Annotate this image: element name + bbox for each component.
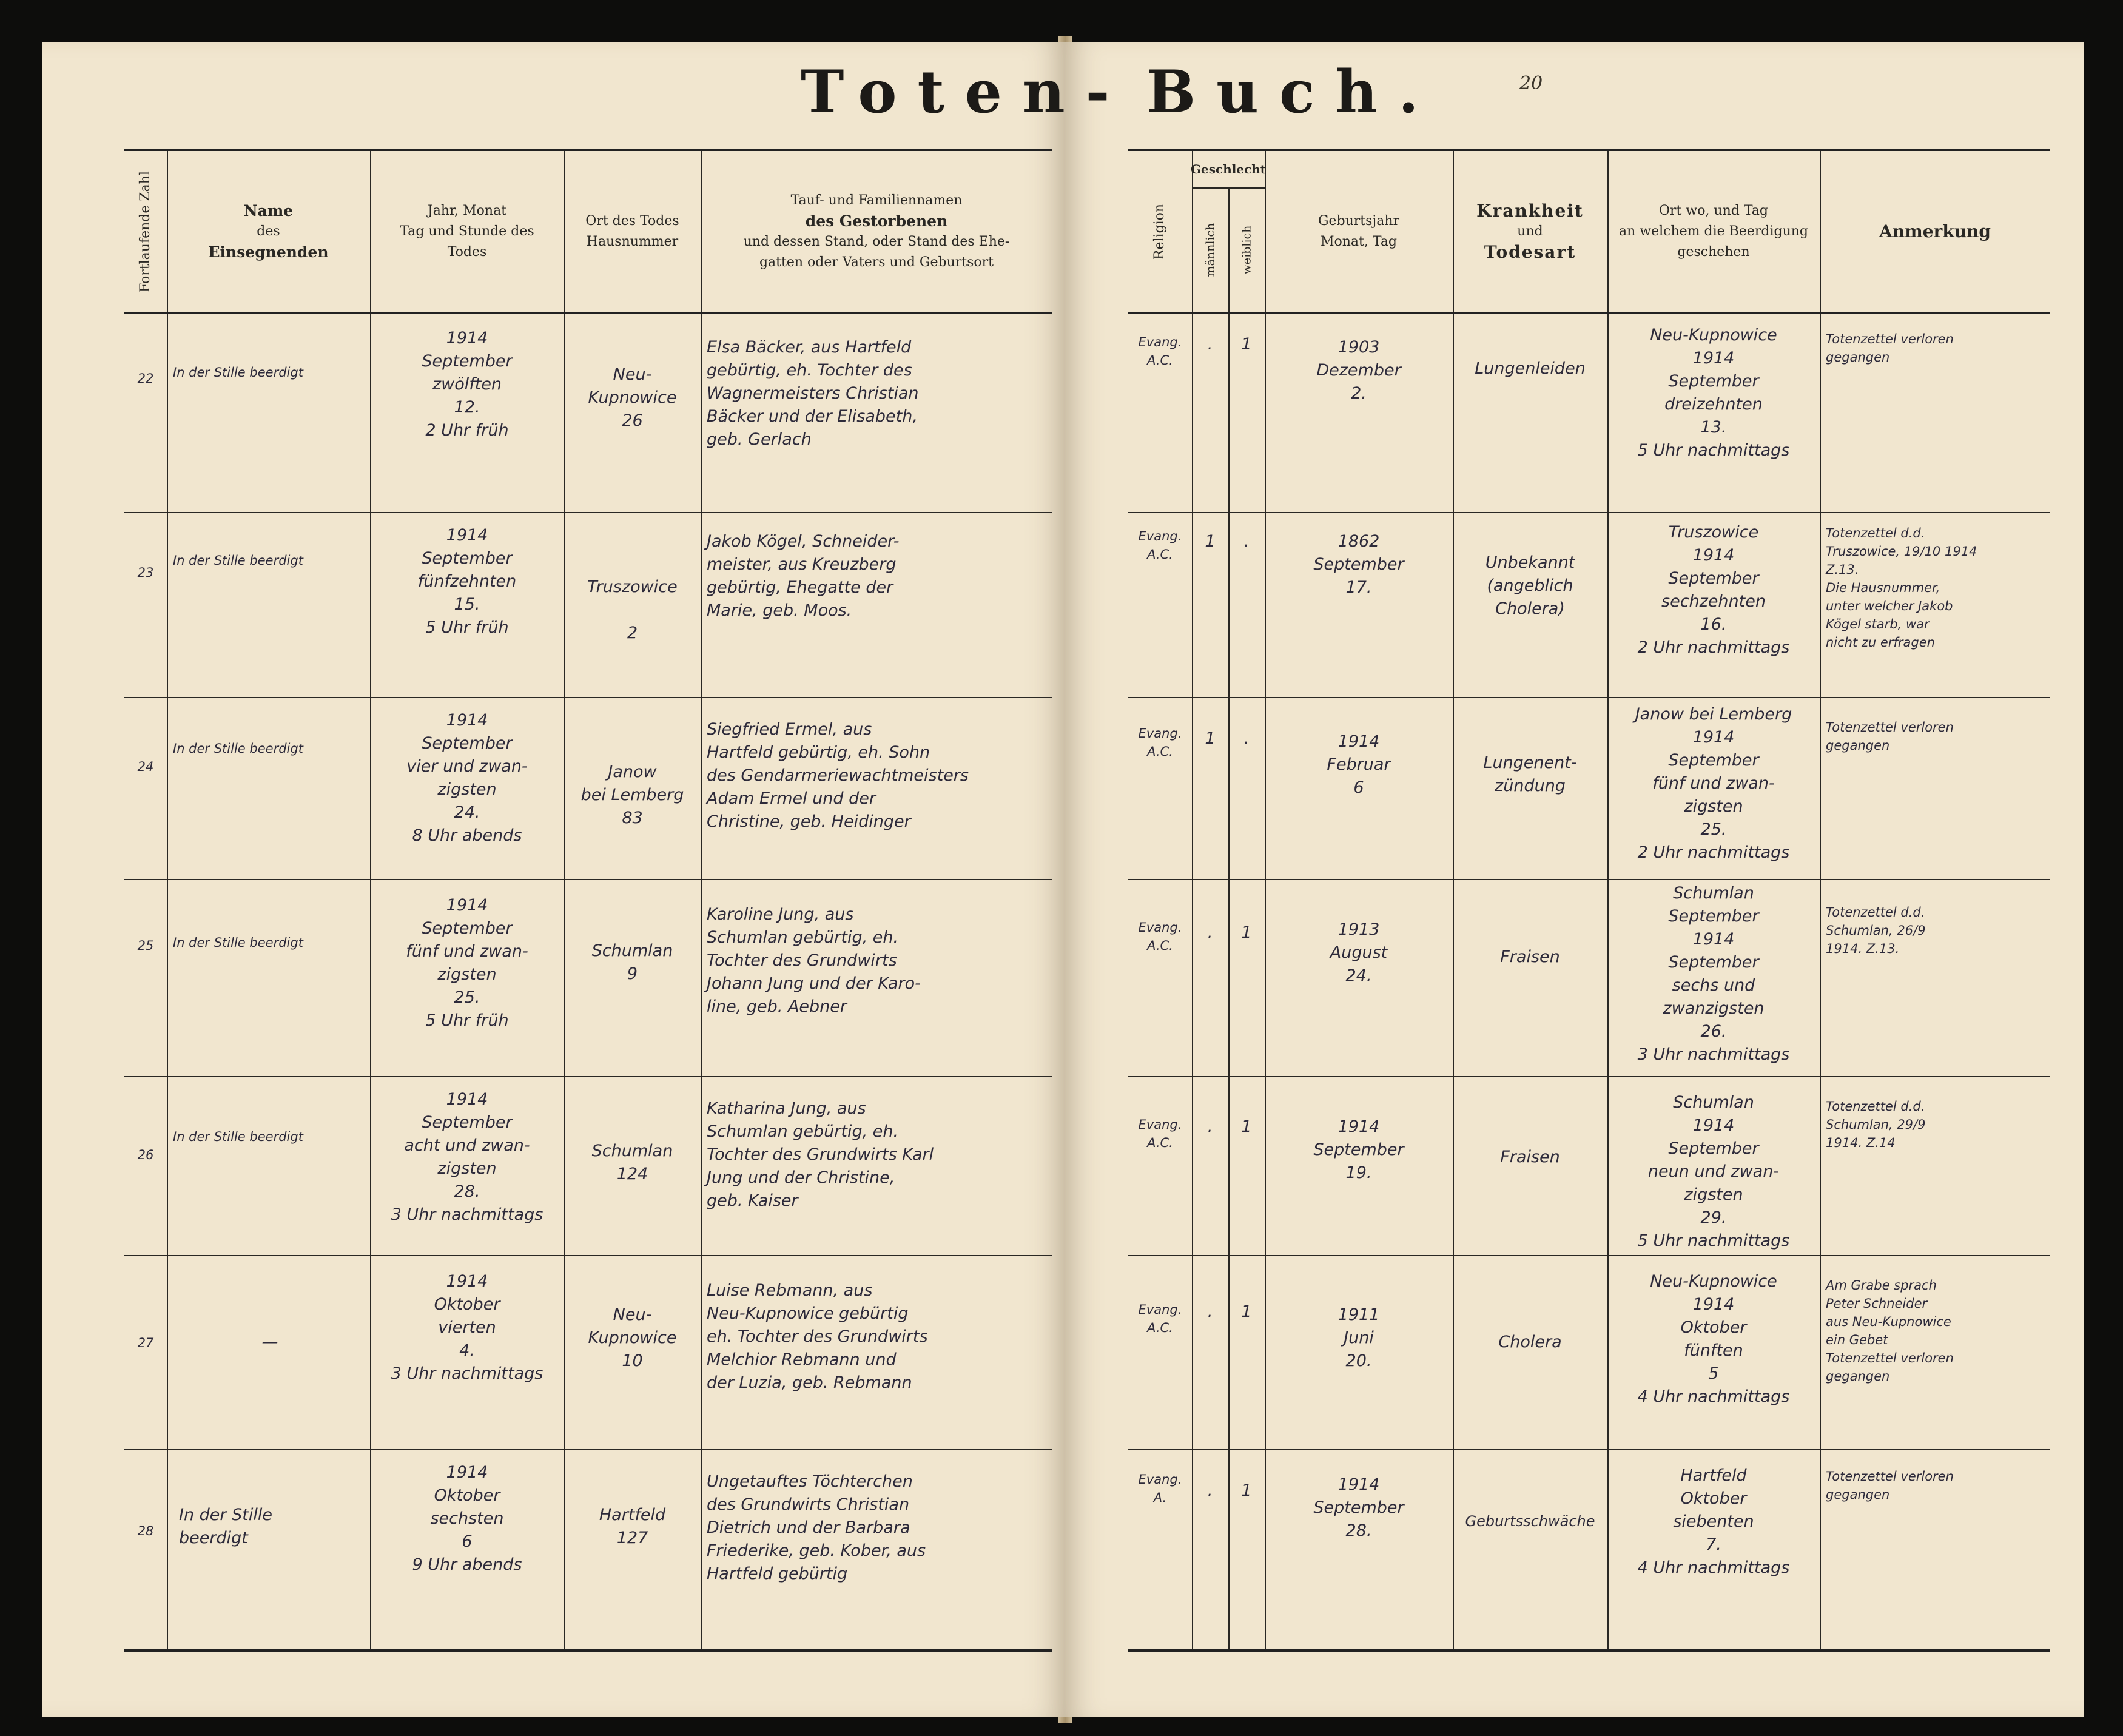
row-28-male: . <box>1207 1481 1213 1500</box>
row-23-name: In der Stille beerdigt <box>173 553 303 568</box>
row-27-date: 1914 Oktober vierten 4. 3 Uhr nachmittags <box>391 1272 543 1383</box>
row-22-deceased: Elsa Bäcker, aus Hartfeld gebürtig, eh. Tochter des Wagnermeisters Christian Bäcker und der Elisabeth, geb. Gerlach <box>707 338 919 449</box>
row-22-date: 1914 September zwölften 12. 2 Uhr früh <box>422 329 513 440</box>
row-26-religion: Evang. A.C. <box>1138 1117 1182 1150</box>
row-26-date: 1914 September acht und zwan- zigsten 28. 3 Uhr nachmittags <box>391 1090 543 1224</box>
row-24-illness: Lungenent- zündung <box>1483 753 1577 795</box>
row-22-burial: Neu-Kupnowice 1914 September dreizehnten 13. 5 Uhr nachmittags <box>1637 326 1790 460</box>
row-26-burial: Schumlan 1914 September neun und zwan- zigsten 29. 5 Uhr nachmittags <box>1637 1093 1790 1250</box>
row-28-remark: Totenzettel verloren gegangen <box>1826 1469 1954 1502</box>
row-22-remark: Totenzettel verloren gegangen <box>1826 332 1954 365</box>
row-28-illness: Geburtsschwäche <box>1465 1513 1595 1530</box>
row-27-birth: 1911 Juni 20. <box>1337 1305 1380 1370</box>
row-25-male: . <box>1207 923 1213 942</box>
row-23-nr: 23 <box>137 565 154 580</box>
row-27-religion: Evang. A.C. <box>1138 1302 1182 1335</box>
header-remark: Anmerkung <box>1879 221 1991 241</box>
row-26-remark: Totenzettel d.d. Schumlan, 29/9 1914. Z.14 <box>1826 1099 1926 1150</box>
row-22-nr: 22 <box>137 371 154 386</box>
row-25-nr: 25 <box>137 938 154 953</box>
title-left: Toten- <box>801 58 1131 126</box>
left-register-table <box>124 149 1052 1652</box>
row-24-female: . <box>1243 729 1250 748</box>
row-24-remark: Totenzettel verloren gegangen <box>1826 720 1954 753</box>
row-24-nr: 24 <box>137 759 154 774</box>
row-25-female: 1 <box>1241 923 1252 942</box>
row-27-deceased: Luise Rebmann, aus Neu-Kupnowice gebürtig eh. Tochter des Grundwirts Melchior Rebmann und der Luzia, geb. Rebmann <box>707 1281 928 1392</box>
row-27-nr: 27 <box>137 1336 154 1350</box>
row-22-illness: Lungenleiden <box>1475 359 1586 378</box>
row-24-male: 1 <box>1205 729 1216 748</box>
row-25-deceased: Karoline Jung, aus Schumlan gebürtig, eh. Tochter des Grundwirts Johann Jung und der Karo- line, geb. Aebner <box>707 905 921 1016</box>
row-24-religion: Evang. A.C. <box>1138 726 1182 759</box>
row-23-deceased: Jakob Kögel, Schneider- meister, aus Kreuzberg gebürtig, Ehegatte der Marie, geb. Moos. <box>707 532 900 620</box>
row-25-place: Schumlan 9 <box>591 941 673 983</box>
row-22-birth: 1903 Dezember 2. <box>1316 338 1401 403</box>
row-24-burial: Janow bei Lemberg 1914 September fünf und zwan- zigsten 25. 2 Uhr nachmittags <box>1635 705 1792 862</box>
row-25-religion: Evang. A.C. <box>1138 920 1182 953</box>
row-26-place: Schumlan 124 <box>591 1142 673 1183</box>
row-27-illness: Cholera <box>1498 1333 1562 1351</box>
row-26-name: In der Stille beerdigt <box>173 1129 303 1144</box>
header-birth: Geburtsjahr Monat, Tag <box>1317 213 1400 249</box>
row-28-deceased: Ungetauftes Töchterchen des Grundwirts Christian Dietrich und der Barbara Friederike, geb. Kober, aus Hartfeld gebürtig <box>707 1472 926 1583</box>
header-name: Name des Einsegnenden <box>208 201 329 261</box>
header-sex: Geschlecht <box>1190 162 1267 177</box>
row-28-nr: 28 <box>137 1524 154 1538</box>
header-date: Jahr, Monat Tag und Stunde des Todes <box>400 203 534 260</box>
row-28-place: Hartfeld 127 <box>599 1506 666 1547</box>
row-23-female: . <box>1243 532 1250 551</box>
row-28-religion: Evang. A. <box>1138 1472 1182 1505</box>
row-25-burial: Schumlan September 1914 September sechs und zwanzigsten 26. 3 Uhr nachmittags <box>1637 884 1790 1064</box>
row-24-name: In der Stille beerdigt <box>173 741 303 756</box>
row-25-date: 1914 September fünf und zwan- zigsten 25. 5 Uhr früh <box>406 896 528 1030</box>
row-24-birth: 1914 Februar 6 <box>1327 732 1391 797</box>
row-22-religion: Evang. A.C. <box>1138 335 1182 368</box>
row-26-male: . <box>1207 1117 1213 1136</box>
row-27-place: Neu- Kupnowice 10 <box>588 1305 677 1370</box>
header-place: Ort des Todes Hausnummer <box>585 213 679 249</box>
row-26-birth: 1914 September 19. <box>1313 1117 1404 1182</box>
row-25-illness: Fraisen <box>1500 947 1560 966</box>
row-27-male: . <box>1207 1302 1213 1321</box>
row-23-remark: Totenzettel d.d. Truszowice, 19/10 1914 Z.13. Die Hausnummer, unter welcher Jakob Kögel starb, war nicht zu erfragen <box>1826 526 1977 650</box>
row-28-date: 1914 Oktober sechsten 6 9 Uhr abends <box>412 1463 522 1574</box>
header-illness: Krankheit und Todesart <box>1476 200 1584 262</box>
row-23-male: 1 <box>1205 532 1216 551</box>
header-religion: Religion <box>1152 203 1168 260</box>
row-25-birth: 1913 August 24. <box>1330 920 1388 985</box>
row-28-burial: Hartfeld Oktober siebenten 7. 4 Uhr nachmittags <box>1637 1466 1790 1577</box>
header-burial: Ort wo, und Tag an welchem die Beerdigung geschehen <box>1618 203 1808 260</box>
header-nr: Fortlaufende Zahl <box>138 170 153 292</box>
row-27-burial: Neu-Kupnowice 1914 Oktober fünften 5 4 Uhr nachmittags <box>1637 1272 1790 1406</box>
row-23-date: 1914 September fünfzehnten 15. 5 Uhr früh <box>417 526 517 637</box>
row-26-deceased: Katharina Jung, aus Schumlan gebürtig, eh. Tochter des Grundwirts Karl Jung und der Christine, geb. Kaiser <box>707 1099 934 1210</box>
row-27-remark: Am Grabe sprach Peter Schneider aus Neu-Kupnowice ein Gebet Totenzettel verloren gegangen <box>1826 1278 1954 1384</box>
row-23-religion: Evang. A.C. <box>1138 529 1182 562</box>
row-22-female: 1 <box>1241 335 1252 354</box>
row-28-name: In der Stille beerdigt <box>179 1506 272 1547</box>
row-22-name: In der Stille beerdigt <box>173 365 303 380</box>
row-23-place: Truszowice 2 <box>587 577 678 642</box>
right-register-table <box>1128 149 2050 1652</box>
title-right: Buch. <box>1146 58 1439 126</box>
row-24-deceased: Siegfried Ermel, aus Hartfeld gebürtig, eh. Sohn des Gendarmeriewachtmeisters Adam Ermel und der Christine, geb. Heidinger <box>707 720 969 831</box>
row-24-place: Janow bei Lemberg 83 <box>580 762 684 827</box>
row-27-female: 1 <box>1241 1302 1252 1321</box>
row-23-birth: 1862 September 17. <box>1313 532 1404 597</box>
row-22-place: Neu- Kupnowice 26 <box>588 365 677 430</box>
header-female: weiblich <box>1240 225 1253 274</box>
row-23-illness: Unbekannt (angeblich Cholera) <box>1485 553 1575 618</box>
row-26-illness: Fraisen <box>1500 1148 1560 1166</box>
row-25-remark: Totenzettel d.d. Schumlan, 26/9 1914. Z.13. <box>1826 905 1926 956</box>
page-number: 20 <box>1519 73 1543 94</box>
row-26-nr: 26 <box>137 1148 154 1162</box>
row-28-female: 1 <box>1241 1481 1252 1500</box>
row-26-female: 1 <box>1241 1117 1252 1136</box>
row-25-name: In der Stille beerdigt <box>173 935 303 950</box>
row-28-birth: 1914 September 28. <box>1313 1475 1404 1540</box>
header-deceased: Tauf- und Familiennamen des Gestorbenen und dessen Stand, oder Stand des Ehe- gatten oder Vaters und Geburtsort <box>743 192 1010 270</box>
row-23-burial: Truszowice 1914 September sechzehnten 16. 2 Uhr nachmittags <box>1637 523 1790 657</box>
row-22-male: . <box>1207 335 1213 354</box>
header-male: männlich <box>1203 223 1217 277</box>
row-24-date: 1914 September vier und zwan- zigsten 24. 8 Uhr abends <box>406 711 528 845</box>
row-27-name: — <box>261 1333 278 1351</box>
